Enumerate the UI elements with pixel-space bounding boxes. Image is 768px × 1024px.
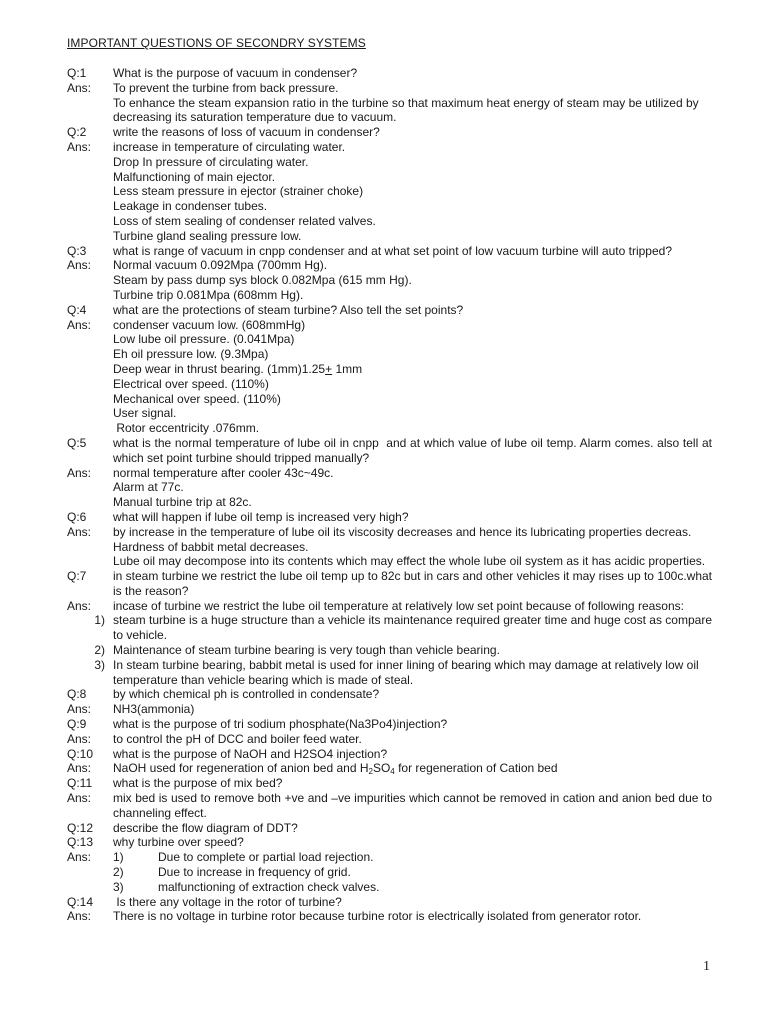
question-label: Q:10 bbox=[67, 746, 94, 761]
list-number: 1) bbox=[113, 850, 124, 865]
plus-minus-sign: + bbox=[325, 361, 333, 376]
answer-line: condenser vacuum low. (608mmHg) bbox=[113, 317, 306, 332]
question-label: Q:8 bbox=[67, 687, 87, 702]
question-8 bbox=[67, 687, 712, 702]
answer-line: Normal vacuum 0.092Mpa (700mm Hg). bbox=[113, 258, 328, 273]
answer-line: Low lube oil pressure. (0.041Mpa) bbox=[113, 332, 295, 347]
answer-label: Ans: bbox=[67, 761, 92, 776]
answer-line: Leakage in condenser tubes. bbox=[113, 199, 268, 214]
question-label: Q:11 bbox=[67, 776, 93, 791]
answer-line: Rotor eccentricity .076mm. bbox=[113, 421, 260, 436]
subscript: 4 bbox=[390, 767, 395, 777]
list-text: malfunctioning of extraction check valves. bbox=[158, 879, 380, 894]
answer-line: Loss of stem sealing of condenser related valves. bbox=[113, 213, 376, 228]
list-number: 2) bbox=[94, 643, 105, 658]
answer-line: Eh oil pressure low. (9.3Mpa) bbox=[113, 347, 269, 362]
reason-item-3 bbox=[67, 658, 712, 688]
answer-5 bbox=[67, 466, 712, 510]
question-12 bbox=[67, 821, 712, 836]
answer-line: NH3(ammonia) bbox=[113, 702, 195, 717]
question-13 bbox=[67, 835, 712, 850]
reason-item-2 bbox=[67, 643, 712, 658]
answer-line: Hardness of babbit metal decreases. bbox=[113, 539, 309, 554]
list-text: In steam turbine bearing, babbit metal is used for inner lining of bearing which may damage at relatively low oil temperature than vehicle bearing which is made of steal. bbox=[113, 657, 699, 687]
thrust-suffix: 1mm bbox=[332, 361, 363, 376]
question-11 bbox=[67, 776, 712, 791]
cause-item-1 bbox=[113, 850, 712, 865]
answer-line: Manual turbine trip at 82c. bbox=[113, 495, 252, 510]
question-text: why turbine over speed? bbox=[113, 835, 244, 850]
question-5 bbox=[67, 435, 716, 466]
answer-11 bbox=[67, 791, 712, 821]
question-text: what is the purpose of tri sodium phosphate(Na3Po4)injection? bbox=[113, 717, 448, 732]
list-number: 3) bbox=[94, 657, 105, 672]
question-text: describe the flow diagram of DDT? bbox=[113, 820, 298, 835]
question-text: what is the normal temperature of lube oil in cnpp and at which value of lube oil temp. Alarm comes. also tell at which set point turbine should tripped manually? bbox=[113, 435, 716, 465]
answer-2 bbox=[67, 140, 712, 244]
answer-label: Ans: bbox=[67, 909, 92, 924]
question-label: Q:12 bbox=[67, 820, 94, 835]
cause-item-3 bbox=[113, 880, 712, 895]
answer-14 bbox=[67, 909, 712, 924]
answer-label: Ans: bbox=[67, 791, 92, 806]
answer-label: Ans: bbox=[67, 524, 92, 539]
answer-line: Mechanical over speed. (110%) bbox=[113, 391, 281, 406]
question-text: write the reasons of loss of vacuum in condenser? bbox=[113, 125, 380, 140]
answer-3 bbox=[67, 258, 712, 302]
question-7 bbox=[67, 569, 712, 599]
document-title: IMPORTANT QUESTIONS OF SECONDRY SYSTEMS bbox=[67, 36, 366, 50]
question-text: what will happen if lube oil temp is increased very high? bbox=[113, 509, 409, 524]
answer-7 bbox=[67, 599, 712, 614]
question-label: Q:3 bbox=[67, 243, 87, 258]
question-label: Q:2 bbox=[67, 125, 87, 140]
question-text: what is the purpose of NaOH and H2SO4 injection? bbox=[113, 746, 388, 761]
list-text: Maintenance of steam turbine bearing is very tough than vehicle bearing. bbox=[113, 643, 500, 658]
question-label: Q:9 bbox=[67, 717, 87, 732]
answer-line: Malfunctioning of main ejector. bbox=[113, 169, 276, 184]
answer-line: incase of turbine we restrict the lube oil temperature at relatively low set point because of following reasons: bbox=[113, 598, 684, 613]
question-2 bbox=[67, 125, 712, 140]
answer-line: to control the pH of DCC and boiler feed water. bbox=[113, 731, 362, 746]
answer-1 bbox=[67, 81, 712, 125]
question-text: by which chemical ph is controlled in condensate? bbox=[113, 687, 380, 702]
question-text: in steam turbine we restrict the lube oil temp up to 82c but in cars and other vehicles it may rises up to 100c.what is the reason? bbox=[113, 569, 712, 598]
answer-line-thrust bbox=[113, 362, 712, 377]
question-text: what is the purpose of mix bed? bbox=[113, 776, 283, 791]
thrust-prefix: Deep wear in thrust bearing. (1mm)1.25 bbox=[113, 361, 326, 376]
question-14 bbox=[67, 895, 712, 910]
question-text: what is range of vacuum in cnpp condenser and at what set point of low vacuum turbine will auto tripped? bbox=[113, 243, 672, 258]
answer-line: increase in temperature of circulating water. bbox=[113, 139, 346, 154]
answer-line: normal temperature after cooler 43c~49c. bbox=[113, 465, 334, 480]
list-number: 1) bbox=[94, 613, 105, 628]
answer-label: Ans: bbox=[67, 139, 92, 154]
answer-line: Drop In pressure of circulating water. bbox=[113, 154, 309, 169]
answer-label: Ans: bbox=[67, 317, 92, 332]
question-3 bbox=[67, 244, 712, 259]
question-label: Q:13 bbox=[67, 835, 94, 850]
answer-line: Turbine trip 0.081Mpa (608mm Hg). bbox=[113, 287, 304, 302]
question-label: Q:5 bbox=[67, 435, 87, 450]
answer-text-part: for regeneration of Cation bed bbox=[394, 761, 558, 776]
page-number: 1 bbox=[703, 959, 710, 974]
list-text: steam turbine is a huge structure than a vehicle its maintenance required greater time and huge cost as compare to vehicle. bbox=[113, 613, 712, 643]
answer-label: Ans: bbox=[67, 465, 92, 480]
question-label: Q:6 bbox=[67, 509, 87, 524]
answer-line: mix bed is used to remove both +ve and –ve impurities which cannot be removed in cation and anion bed due to channeling effect. bbox=[113, 791, 712, 820]
answer-10 bbox=[67, 761, 712, 776]
question-1 bbox=[67, 66, 712, 81]
subscript: 2 bbox=[368, 767, 373, 777]
list-text: Due to complete or partial load rejection. bbox=[158, 850, 374, 865]
reason-item-1 bbox=[67, 613, 712, 643]
answer-text-part: SO bbox=[372, 761, 391, 776]
cause-item-2 bbox=[113, 865, 712, 880]
answer-label: Ans: bbox=[67, 731, 92, 746]
question-10 bbox=[67, 747, 712, 762]
question-6 bbox=[67, 510, 712, 525]
answer-13 bbox=[67, 850, 712, 894]
answer-label: Ans: bbox=[67, 850, 92, 865]
answer-line: Electrical over speed. (110%) bbox=[113, 376, 269, 391]
question-text: what are the protections of steam turbine? Also tell the set points? bbox=[113, 302, 464, 317]
question-text: What is the purpose of vacuum in condenser? bbox=[113, 66, 358, 80]
answer-label: Ans: bbox=[67, 258, 92, 273]
answer-line: Turbine gland sealing pressure low. bbox=[113, 228, 302, 243]
answer-9 bbox=[67, 732, 712, 747]
answer-line: Less steam pressure in ejector (strainer choke) bbox=[113, 184, 364, 199]
questions-list bbox=[67, 66, 716, 924]
question-label: Q:1 bbox=[67, 66, 87, 80]
question-label: Q:7 bbox=[67, 569, 87, 584]
answer-line: Steam by pass dump sys block 0.082Mpa (615 mm Hg). bbox=[113, 273, 412, 288]
answer-8 bbox=[67, 702, 712, 717]
question-text: Is there any voltage in the rotor of turbine? bbox=[113, 894, 342, 909]
answer-line bbox=[113, 761, 712, 776]
question-label: Q:4 bbox=[67, 302, 87, 317]
answer-line: Alarm at 77c. bbox=[113, 480, 184, 495]
question-9 bbox=[67, 717, 712, 732]
answer-line: Lube oil may decompose into its contents which may effect the whole lube oil system as it has acidic properties. bbox=[113, 554, 706, 569]
answer-line: User signal. bbox=[113, 406, 177, 421]
answer-line: There is no voltage in turbine rotor because turbine rotor is electrically isolated from generator rotor. bbox=[113, 909, 642, 924]
question-label: Q:14 bbox=[67, 894, 94, 909]
question-4 bbox=[67, 303, 712, 318]
list-number: 3) bbox=[113, 879, 124, 894]
answer-4 bbox=[67, 318, 712, 436]
answer-label: Ans: bbox=[67, 80, 92, 95]
answer-line: To prevent the turbine from back pressure. bbox=[113, 80, 339, 95]
answer-6 bbox=[67, 525, 712, 569]
answer-line: To enhance the steam expansion ratio in the turbine so that maximum heat energy of steam may be utilized by decreasing its saturation temperature due to vacuum. bbox=[113, 95, 699, 125]
answer-text-part: NaOH used for regeneration of anion bed and H bbox=[113, 761, 369, 776]
answer-line: by increase in the temperature of lube oil its viscosity decreases and hence its lubricating properties decreas. bbox=[113, 524, 692, 539]
answer-label: Ans: bbox=[67, 598, 92, 613]
answer-label: Ans: bbox=[67, 702, 92, 717]
list-text: Due to increase in frequency of grid. bbox=[158, 865, 351, 880]
list-number: 2) bbox=[113, 865, 124, 880]
